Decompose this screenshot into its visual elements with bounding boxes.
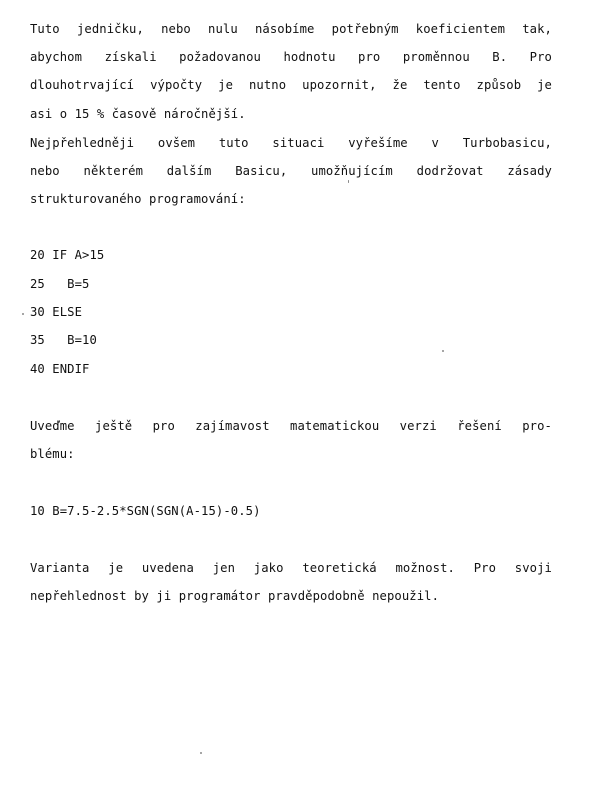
paragraph-1-line-3: dlouhotrvající výpočty je nutno upozornit, že tento způsob je — [30, 78, 552, 92]
scan-speck — [442, 350, 444, 352]
code-line-25: 25 B=5 — [30, 277, 90, 291]
paragraph-3-line-2: blému: — [30, 447, 75, 461]
paragraph-4-line-1: Varianta je uvedena jen jako teoretická možnost. Pro svoji — [30, 561, 552, 575]
paragraph-2-line-1: Nejpřehledněji ovšem tuto situaci vyřešíme v Turbobasicu, — [30, 136, 552, 150]
paragraph-4-line-2: nepřehlednost by ji programátor pravděpodobně nepoužil. — [30, 589, 440, 603]
paragraph-3-line-1: Uveďme ještě pro zajímavost matematickou verzi řešení pro- — [30, 419, 552, 433]
paragraph-2-line-2: nebo některém dalším Basicu, umožňujícím dodržovat zásady — [30, 164, 552, 178]
code-line-35: 35 B=10 — [30, 333, 97, 347]
scan-speck — [22, 313, 24, 315]
paragraph-1-line-2: abychom získali požadovanou hodnotu pro proměnnou B. Pro — [30, 50, 552, 64]
paragraph-2-line-3: strukturovaného programování: — [30, 192, 246, 206]
code-line-20: 20 IF A>15 — [30, 248, 105, 262]
paragraph-1-line-4: asi o 15 % časově náročnější. — [30, 107, 246, 121]
paragraph-1-line-1: Tuto jedničku, nebo nulu násobíme potřebným koeficientem tak, — [30, 22, 552, 36]
code-line-10: 10 B=7.5-2.5*SGN(SGN(A-15)-0.5) — [30, 504, 261, 518]
code-line-30: 30 ELSE — [30, 305, 83, 319]
scan-speck — [348, 180, 349, 183]
scan-speck — [200, 752, 202, 754]
code-line-40: 40 ENDIF — [30, 362, 90, 376]
